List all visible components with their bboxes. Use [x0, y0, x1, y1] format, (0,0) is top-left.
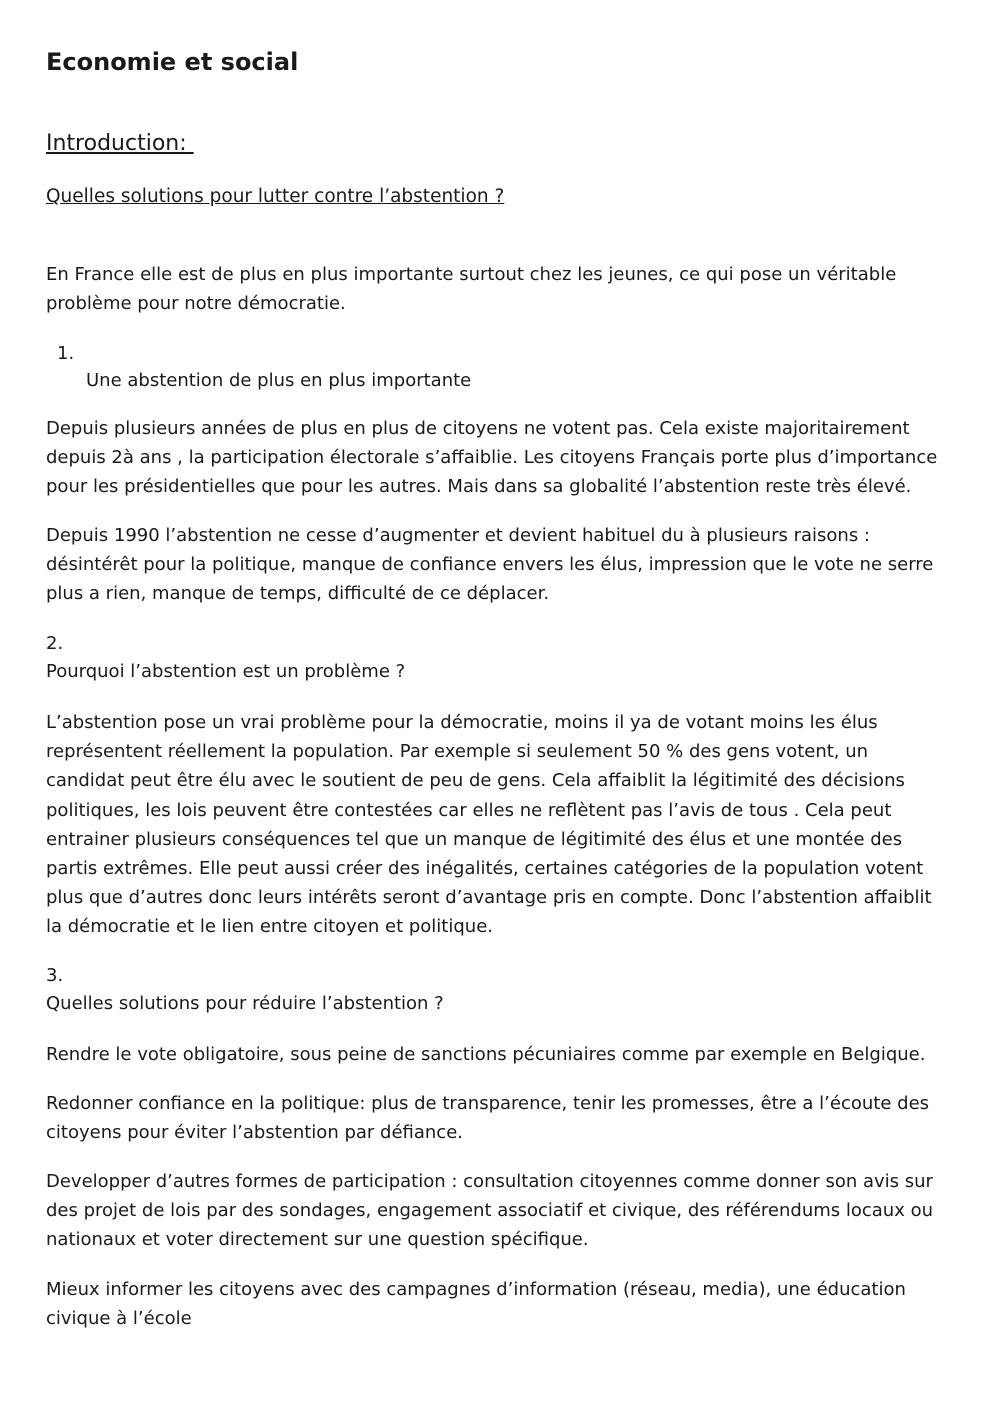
section-3-number: 3.	[46, 965, 64, 986]
section-3-title: Quelles solutions pour réduire l’abstention ?	[46, 993, 444, 1014]
intro-paragraph: En France elle est de plus en plus importante surtout chez les jeunes, ce qui pose un véritable problème pour notre démocratie.	[46, 264, 897, 315]
section-2-number: 2.	[46, 633, 64, 654]
section-3-paragraph-3: Developper d’autres formes de participation : consultation citoyennes comme donner son avis sur des projet de lois par des sondages, engagement associatif et civique, des référendums locaux ou nationaux et voter directement sur une question spécifique.	[46, 1171, 934, 1251]
section-3-paragraph-4: Mieux informer les citoyens avec des campagnes d’information (réseau, media), une éducation civique à l’école	[46, 1279, 906, 1330]
section-1-number: 1.	[57, 343, 75, 364]
question-heading: Quelles solutions pour lutter contre l’abstention ?	[46, 186, 505, 207]
section-1-title: Une abstention de plus en plus importante	[86, 370, 472, 391]
section-2-paragraph-1: L’abstention pose un vrai problème pour la démocratie, moins il ya de votant moins les élus représentent réellement la population. Par exemple si seulement 50 % des gens votent, un candidat peut être élu avec le soutient de peu de gens. Cela affaiblit la légitimité des décisions politiques, les lois peuvent être contestées car elles ne reflètent pas l’avis de tous . Cela peut entrainer plusieurs conséquences tel que un manque de légitimité des élus et une montée des partis extrêmes. Elle peut aussi créer des inégalités, certaines catégories de la population votent plus que d’autres donc leurs intérêts seront d’avantage pris en compte. Donc l’abstention affaiblit la démocratie et le lien entre citoyen et politique.	[46, 712, 932, 938]
section-3-paragraph-1: Rendre le vote obligatoire, sous peine de sanctions pécuniaires comme par exemple en Belgique.	[46, 1044, 926, 1065]
section-3-paragraph-2: Redonner confiance en la politique: plus de transparence, tenir les promesses, être a l’écoute des citoyens pour éviter l’abstention par défiance.	[46, 1093, 930, 1144]
document-title: Economie et social	[46, 48, 299, 76]
section-1-paragraph-1: Depuis plusieurs années de plus en plus de citoyens ne votent pas. Cela existe majoritairement depuis 2à ans , la participation électorale s’affaiblie. Les citoyens Français porte plus d’importance pour les présidentielles que pour les autres. Mais dans sa globalité l’abstention reste très élevé.	[46, 418, 938, 498]
section-2-title: Pourquoi l’abstention est un problème ?	[46, 661, 406, 682]
section-1-paragraph-2: Depuis 1990 l’abstention ne cesse d’augmenter et devient habituel du à plusieurs raisons : désintérêt pour la politique, manque de confiance envers les élus, impression que le vote ne serre plus a rien, manque de temps, difficulté de ce déplacer.	[46, 525, 934, 605]
introduction-heading: Introduction:	[46, 131, 194, 156]
